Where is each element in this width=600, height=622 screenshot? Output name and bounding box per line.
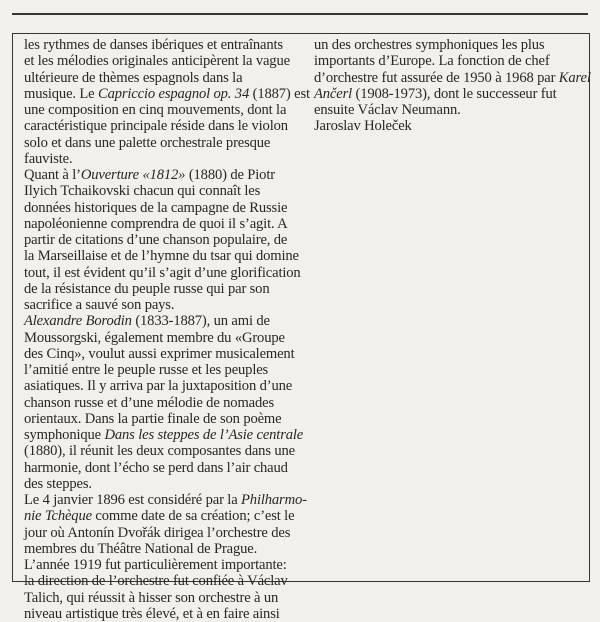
text-line (24, 525, 296, 541)
text-line (24, 37, 296, 53)
text-line (314, 69, 591, 86)
text-line (24, 362, 296, 378)
text-line (314, 118, 584, 134)
italic-text: Ouverture «1812» (80, 167, 186, 183)
top-rule (12, 13, 588, 15)
text-line (24, 281, 296, 297)
text-segment: chanson russe et d’une mélodie de nomades (24, 394, 274, 411)
text-segment: membres du Théâtre National de Prague. (24, 540, 258, 557)
text-segment: importants d’Europe. La fonction de chef (314, 53, 550, 70)
text-segment: partir de citations d’une chanson populaire, de (24, 232, 288, 248)
italic-text: Capriccio espagnol op. 34 (98, 85, 250, 102)
text-line (314, 37, 584, 53)
text-line (24, 297, 296, 313)
text-segment: niveau artistique très élevé, et à en faire ainsi (24, 605, 280, 622)
text-segment: de la résistance du peuple russe qui par son (24, 280, 270, 297)
text-segment: napoléonienne comprendra de quoi il s’agit. A (24, 215, 288, 232)
text-segment: une composition en cinq mouvements, dont la (24, 102, 287, 118)
text-line (24, 606, 296, 622)
text-line (24, 102, 296, 118)
text-segment: des steppes. (24, 475, 92, 492)
text-line (24, 557, 296, 573)
text-line (24, 216, 296, 232)
text-segment: Ilyich Tchaikovski chacun qui connaît les (24, 183, 261, 200)
text-segment: Le 4 janvier 1896 est considéré par la (24, 492, 242, 508)
text-segment: d’orchestre fut assurée de 1950 à 1968 par (314, 69, 559, 86)
text-line (24, 135, 296, 151)
italic-text: Dans les steppes de l’Asie centrale (104, 427, 304, 443)
text-segment: tout, il est évident qu’il s’agit d’une glorification (24, 264, 301, 281)
text-line (24, 541, 296, 557)
text-line (24, 118, 296, 134)
text-segment: les rythmes de danses ibériques et entraînants (24, 37, 283, 53)
italic-text: Alexandre Borodin (24, 313, 132, 330)
text-segment: harmonie, dont l’écho se perd dans l’air chaud (24, 459, 288, 476)
text-line (24, 264, 301, 281)
text-segment: musique. Le (24, 85, 98, 102)
text-segment: (1908-1973), dont le successeur fut (352, 85, 557, 102)
text-segment: (1833-1887), un ami de (131, 313, 270, 330)
italic-text: Philharmo- (241, 492, 307, 508)
text-line (24, 476, 296, 492)
text-segment: Moussorgski, également membre du «Groupe (24, 329, 285, 346)
text-line (24, 70, 296, 86)
text-segment: fauviste. (24, 150, 73, 167)
text-line (24, 248, 299, 265)
text-segment: l’amitié entre le peuple russe et les peuples (24, 362, 269, 378)
text-segment: ensuite Václav Neumann. (314, 102, 461, 118)
text-segment: ultérieure de thèmes espagnols dans la (24, 69, 243, 86)
text-segment: données historiques de la campagne de Russie (24, 199, 288, 216)
text-line (24, 85, 310, 102)
text-segment: un des orchestres symphoniques les plus (314, 37, 545, 53)
text-segment: asiatiques. Il y arriva par la juxtaposition d’une (24, 378, 293, 395)
text-segment: symphonique (24, 427, 105, 443)
text-segment: la Marseillaise et de l’hymne du tsar qui domine (24, 248, 299, 265)
text-line (24, 443, 296, 459)
text-line (314, 102, 584, 118)
text-line (24, 167, 296, 183)
text-segment: (1880) de Piotr (185, 167, 275, 183)
text-segment: des Cinq», voulut aussi exprimer musicalement (24, 345, 295, 362)
text-segment: Jaroslav Holeček (314, 118, 412, 135)
text-line (314, 53, 584, 69)
italic-text: nie Tchèque (24, 508, 92, 525)
text-line (24, 573, 296, 589)
text-segment: Talich, qui réussit à hisser son orchestre à un (24, 589, 279, 606)
text-segment: caractéristique principale réside dans le violon (24, 118, 288, 135)
italic-text: Ančerl (314, 85, 353, 102)
text-line (24, 313, 296, 329)
text-segment: comme date de sa création; c’est le (91, 508, 295, 525)
text-segment: la direction de l’orchestre fut confiée à Václav (24, 573, 288, 590)
text-line (24, 508, 296, 524)
text-segment: (1887) est (249, 85, 310, 102)
text-line (24, 395, 296, 411)
text-segment: sacrifice a sauvé son pays. (24, 297, 175, 313)
text-line (24, 151, 296, 167)
text-line (314, 86, 584, 102)
text-line (24, 330, 296, 346)
left-column (24, 37, 310, 622)
text-line (24, 378, 296, 394)
italic-text: Karel (558, 69, 591, 86)
text-line (24, 346, 296, 362)
text-segment: et les mélodies originales anticipèrent la vague (24, 53, 290, 70)
text-segment: solo et dans une palette orchestrale presque (24, 134, 271, 151)
text-line (24, 183, 296, 199)
text-segment: orientaux. Dans la partie finale de son poème (24, 410, 282, 427)
right-column (314, 37, 591, 135)
text-line (24, 411, 296, 427)
text-line (24, 200, 296, 216)
text-line (24, 53, 296, 69)
text-line (24, 232, 296, 248)
text-line (24, 427, 304, 443)
text-line (24, 492, 307, 508)
text-segment: jour où Antonín Dvořák dirigea l’orchestre des (24, 524, 291, 541)
text-line (24, 590, 296, 606)
text-segment: L’année 1919 fut particulièrement importante: (24, 557, 287, 573)
text-segment: Quant à l’ (24, 167, 81, 183)
text-line (24, 460, 296, 476)
text-segment: (1880), il réunit les deux composantes dans une (24, 443, 295, 460)
